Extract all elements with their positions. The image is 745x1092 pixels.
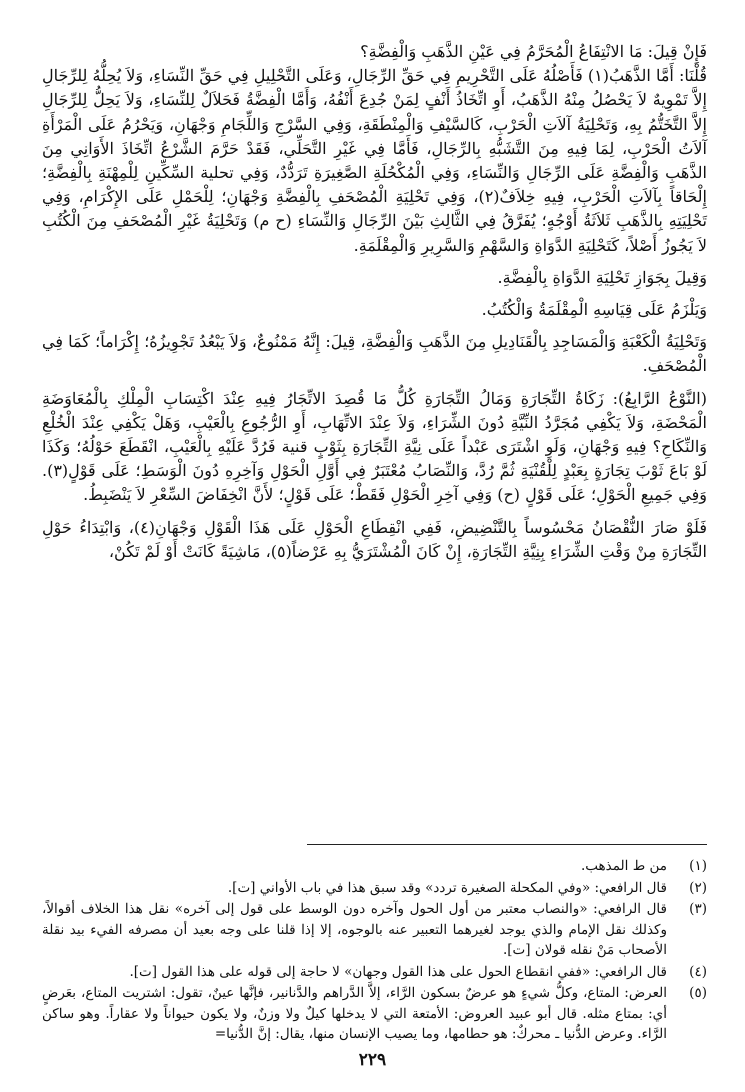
footnote-text: قال الرافعي: «وفي المكحلة الصغيرة تردد» وقد سبق هذا في باب الأواني [ت].: [227, 879, 667, 896]
footnote: [42, 962, 707, 983]
footnote-number: (٥): [689, 985, 707, 1001]
footnote: [42, 878, 707, 899]
footnote: [42, 856, 707, 877]
footnote-number: (٤): [689, 963, 707, 980]
footnote-divider: [307, 844, 707, 845]
paragraph-inkwell: وَقِيلَ بِجَوَازِ تَحْلِيَةِ الدَّوَاةِ بِالْفِضَّةِ.: [497, 267, 707, 287]
main-text: [42, 40, 707, 564]
footnote-text: قال الرافعي: «ففي انقطاع الحول على هذا القول وجهان» لا حاجة إلى قوله على هذا القول [ت].: [129, 963, 667, 980]
footnote-text: العرض: المتاع، وكلُّ شيءٍ هو عرضٌ بسكون الرَّاء، إلاَّ الدَّراهم والدَّنانير، فإنَّها عينٌ، تقول: اشتريت المتاع، بعَرضٍ أي: بمتاع مثله. قال أبو عبيد العروض: الأمتعة التي لا يدخلها كيلٌ ولا وزنٌ، ولا يكون حيواناً ولا عقاراً. وهو ساكن الرَّاء. وعرض الدُّنيا ـ محركٌ: هو حطامها، وما يصيب الإنسان منها، يقال: إنَّ الدُّنيا=: [42, 985, 667, 1042]
paragraph-trade-year: فَلَوْ صَارَ النُّقْصَانُ مَحْسُوساً بِالتَّنْضِيضِ، فَفِي انْقِطَاعِ الْحَوْلِ عَلَى هَذَا الْقَوْلِ وَجْهَانِ(٤)، وَابْتِدَاءُ حَوْلِ التِّجَارَةِ مِنْ وَقْتِ الشِّرَاءِ بِنِيَّةِ التِّجَارَةِ، إِنْ كَانَ الْمُشْتَرَيُّ بِهِ عَرْضاً(٥)، مَاشِيَةً كَانَتْ أَوْ لَمْ تَكُنْ،: [42, 517, 707, 561]
paragraph-fourth-type: (النَّوْعُ الرَّابِعُ): زَكَاةُ التِّجَارَةِ وَمَالُ التِّجَارَةِ كُلُّ مَا قُصِدَ الاتِّجَارُ فِيهِ عِنْدَ اكْتِسَابِ الْمِلْكِ بِالْمُعَاوَضَةِ الْمَحْضَةِ، وَلاَ يَكْفِي مُجَرَّدُ النِّيَّةِ دُونَ الشِّرَاءِ، وَلاَ عِنْدَ الاتِّهَابِ، أَوِ الرُّجُوعِ بِالْعَيْبِ، وَهَلْ يَكْفِي عِنْدَ الْخُلْعِ وَالنِّكَاحِ؟ فِيهِ وَجْهَانِ، وَلَوِ اشْتَرَى عَبْداً عَلَى نِيَّةِ التِّجَارَةِ بِثَوْبٍ قنية فَرُدَّ عَلَيْهِ بِالْعَيْبِ، انْقَطَعَ حَوْلُهُ؛ وَكَذَا لَوْ بَاعَ ثَوْبَ تِجَارَةٍ بِعَبْدٍ لِلْقُنْيَةِ ثُمَّ رُدَّ، وَالنِّصَابُ مُعْتَبَرٌ فِي أَوَّلِ الْحَوْلِ وَآخِرِهِ دُونَ الْوَسَطِ؛ عَلَى قَوْلٍ(٣). وَفِي جَمِيعِ الْحَوْلِ؛ عَلَى قَوْلٍ (ح) وَفِي آخِرِ الْحَوْلِ فَقَطْ؛ عَلَى قَوْلٍ؛ لأَنَّ انْخِفَاضَ السِّعْرِ لاَ يَنْضَبِطُ.: [42, 388, 708, 505]
footnote-number: (١): [689, 858, 707, 874]
footnote-number: (٣): [689, 901, 707, 917]
paragraph-question: فَإِنْ قِيلَ: مَا الانْتِفَاعُ الْمُحَرَّمُ فِي عَيْنِ الذَّهَبِ وَالْفِضَّةِ؟: [360, 42, 707, 61]
paragraph-answer: قُلْنَا: أَمَّا الذَّهَبُ(١) فَأَصْلُهُ عَلَى التَّحْرِيمِ فِي حَقِّ الرِّجَالِ، وَعَلَى التَّحْلِيلِ فِي حَقِّ النِّسَاءِ، وَلاَ يُحِلُّهُ لِلرِّجَالِ إِلاَّ تَمْوِيهٌ لاَ يَحْصُلُ مِنْهُ الذَّهَبُ، أَوِ اتِّخَاذُ أَنْفٍ لِمَنْ جُدِعَ أَنْفُهُ، وَأَمَّا الْفِضَّةُ فَحَلاَلٌ لِلنِّسَاءِ، وَلاَ يَحِلُّ لِلرِّجَالِ إِلاَّ التَّخَتُّمُ بِهِ، وَتَحْلِيَةُ آلاَتِ الْحَرْبِ، كَالسَّيْفِ وَالْمِنْطَقَةِ، وَفِي السَّرْجِ وَاللِّجَامِ وَجْهَانِ، وَيَحْرُمُ عَلَى الْمَرْأَةِ آلاَتُ الْحَرْبِ، لِمَا فِيهِ مِنَ التَّشَبُّهِ بِالرِّجَالِ، فَأَمَّا فِي غَيْرِ التَّحَلِّي، فَقَدْ حَرَّمَ الشَّرْعُ اتِّخَاذَ الأَوَانِي مِنَ الذَّهَبِ وَالْفِضَّةِ عَلَى الرِّجَالِ وَالنِّسَاءِ، وَفِي الْمُكْحُلَةِ الصَّغِيرَةِ تَرَدُّدٌ، وَفِي تحلية السِّكِّينِ لِلْمِهْنَةِ بِالْفِضَّةِ؛ إِلْحَاقاً بِآلاَتِ الْحَرْبِ، فِيهِ خِلاَفٌ(٢)، وَفِي تَحْلِيَةِ الْمُصْحَفِ بِالْفِضَّةِ وَجْهَانِ؛ لِلْحَمْلِ عَلَى الإِكْرَامِ، وَفِي تَحْلِيَتِهِ بِالذَّهَبِ ثَلاَثَةُ أَوْجُهٍ؛ يُفَرَّقُ فِي الثَّالِثِ بَيْنَ الرِّجَالِ وَالنِّسَاءِ (ح م) وَتَحْلِيَةُ غَيْرِ الْمُصْحَفِ مِنَ الْكُتُبِ لاَ يَجُوزُ أَصْلاً، كَتَحْلِيَةِ الدَّوَاةِ وَالسَّهْمِ وَالسَّرِيرِ وَالْمِقْلَمَةِ.: [42, 66, 708, 255]
paragraph-kaaba: وَتَحْلِيَةُ الْكَعْبَةِ وَالْمَسَاجِدِ بِالْقَنَادِيلِ مِنَ الذَّهَبِ وَالْفِضَّةِ، قِيلَ: إِنَّهُ مَمْنُوعٌ، وَلاَ يَبْعُدُ تَجْوِيزُهُ؛ إِكْرَاماً؛ كَمَا فِي الْمُصْحَفِ.: [42, 332, 707, 376]
footnotes: [42, 856, 707, 1046]
footnote: [42, 899, 707, 961]
footnote-text: قال الرافعي: «والنصاب معتبر من أول الحول وآخره دون الوسط على قول إلى آخره» نقل هذا الخلاف أقوالاً، وكذلك نقل الإمام والذي يوجد لغيرهما التعبير عنه بالوجوه، إلا إذا قلنا على وجه بعيد أن مصرفه الفيء بيد نقلة الأصحاب مَنْ نقله قولان [ت].: [42, 901, 667, 958]
paragraph-analogy: وَيَلْزَمُ عَلَى قِيَاسِهِ الْمِقْلَمَةُ وَالْكُتُبُ.: [481, 300, 707, 320]
footnote: [42, 983, 707, 1045]
page-number: ٢٢٩: [358, 1050, 387, 1070]
footnote-number: (٢): [689, 879, 707, 896]
footnote-text: من ط المذهب.: [581, 858, 667, 874]
